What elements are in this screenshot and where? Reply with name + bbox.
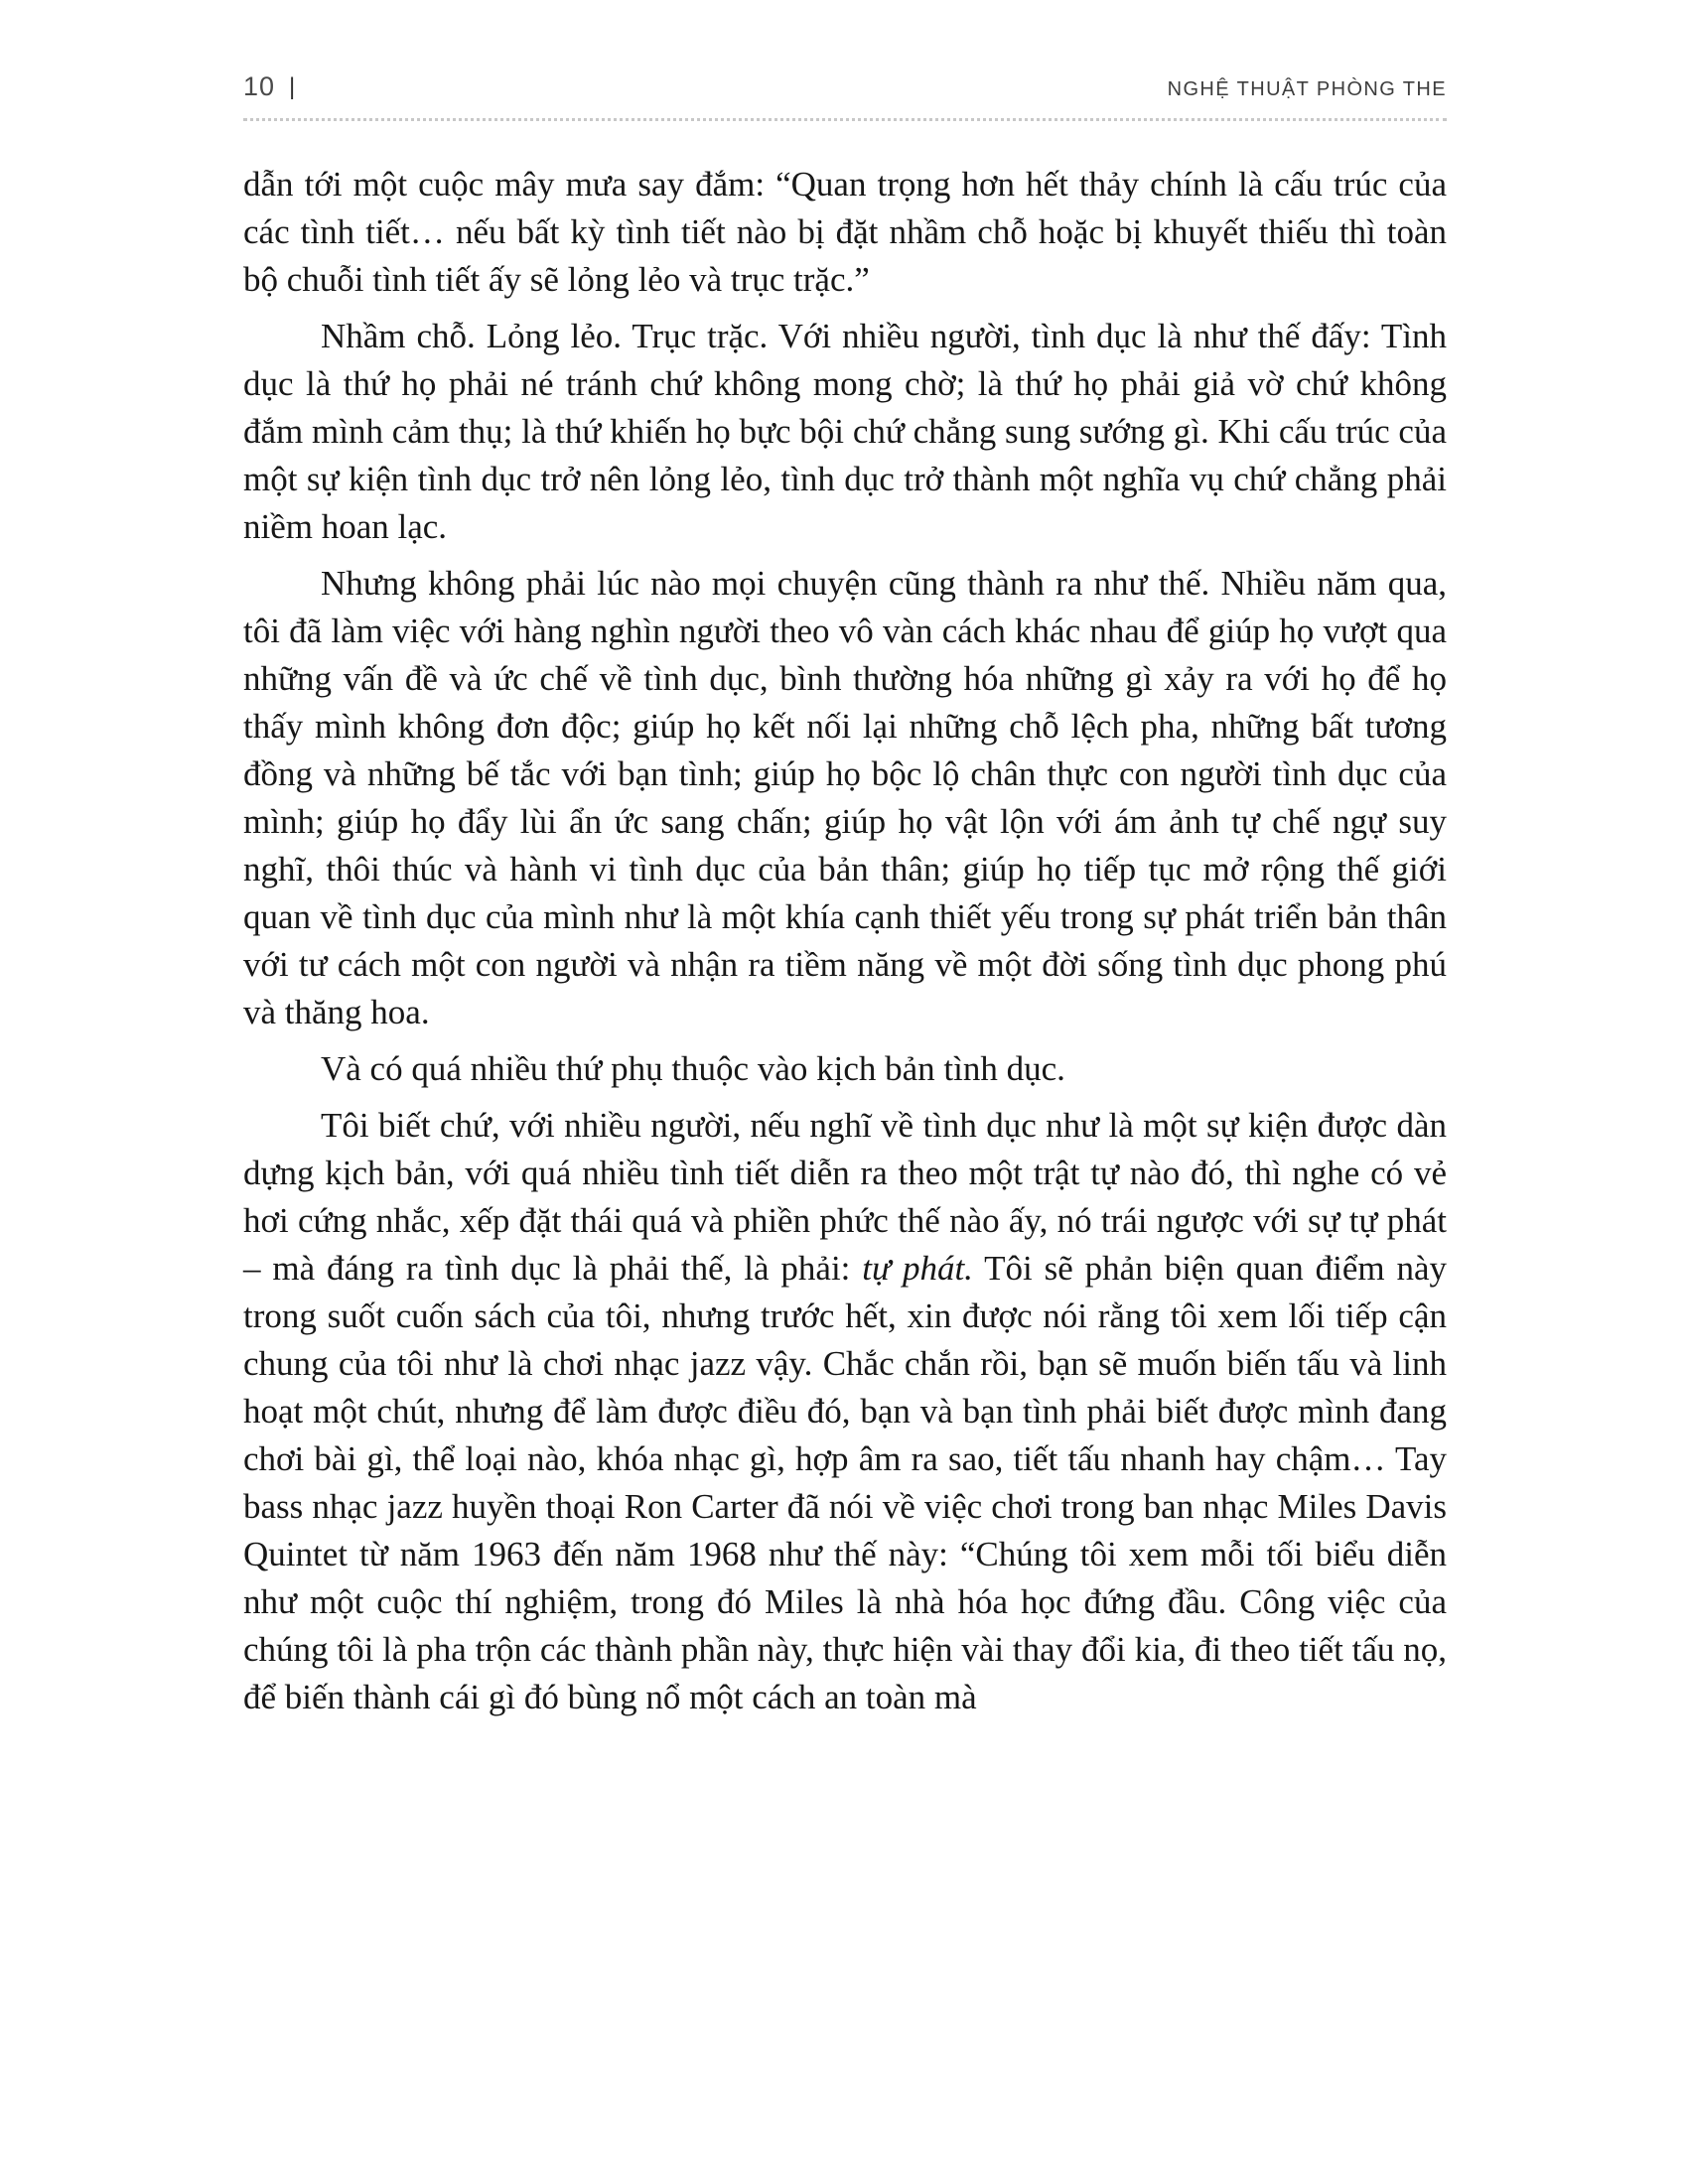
paragraph-continuation: dẫn tới một cuộc mây mưa say đắm: “Quan trọng hơn hết thảy chính là cấu trúc của các tình tiết… nếu bất kỳ tình tiết nào bị đặt nhầm chỗ hoặc bị khuyết thiếu thì toàn bộ chuỗi tình tiết ấy sẽ lỏng lẻo và trục trặc.” [243, 165, 1447, 299]
paragraph [243, 1102, 1447, 1721]
body-text [243, 161, 1447, 1721]
page-number-block [243, 71, 295, 102]
paragraph: Và có quá nhiều thứ phụ thuộc vào kịch bản tình dục. [321, 1049, 1065, 1088]
italic-phrase: tự phát. [862, 1249, 973, 1288]
page-content [243, 71, 1447, 1730]
paragraph-text: Tôi sẽ phản biện quan điểm này trong suốt cuốn sách của tôi, nhưng trước hết, xin được nói rằng tôi xem lối tiếp cận chung của tôi như là chơi nhạc jazz vậy. Chắc chắn rồi, bạn sẽ muốn biến tấu và linh hoạt một chút, nhưng để làm được điều đó, bạn và bạn tình phải biết được mình đang chơi bài gì, thể loại nào, khóa nhạc gì, hợp âm ra sao, tiết tấu nhanh hay chậm… Tay bass nhạc jazz huyền thoại Ron Carter đã nói về việc chơi trong ban nhạc Miles Davis Quintet từ năm 1963 đến năm 1968 như thế này: “Chúng tôi xem mỗi tối biểu diễn như một cuộc thí nghiệm, trong đó Miles là nhà hóa học đứng đầu. Công việc của chúng tôi là pha trộn các thành phần này, thực hiện vài thay đổi kia, đi theo tiết tấu nọ, để biến thành cái gì đó bùng nổ một cách an toàn mà [243, 1249, 1447, 1716]
page-number: 10 [243, 71, 276, 101]
paragraph: Nhầm chỗ. Lỏng lẻo. Trục trặc. Với nhiều người, tình dục là như thế đấy: Tình dục là thứ họ phải né tránh chứ không mong chờ; là thứ họ phải giả vờ chứ không đắm mình cảm thụ; là thứ khiến họ bực bội chứ chẳng sung sướng gì. Khi cấu trúc của một sự kiện tình dục trở nên lỏng lẻo, tình dục trở thành một nghĩa vụ chứ chẳng phải niềm hoan lạc. [243, 317, 1447, 546]
page-header [243, 71, 1447, 121]
paragraph: Nhưng không phải lúc nào mọi chuyện cũng thành ra như thế. Nhiều năm qua, tôi đã làm việc với hàng nghìn người theo vô vàn cách khác nhau để giúp họ vượt qua những vấn đề và ức chế về tình dục, bình thường hóa những gì xảy ra với họ để họ thấy mình không đơn độc; giúp họ kết nối lại những chỗ lệch pha, những bất tương đồng và những bế tắc với bạn tình; giúp họ bộc lộ chân thực con người tình dục của mình; giúp họ đẩy lùi ẩn ức sang chấn; giúp họ vật lộn với ám ảnh tự chế ngự suy nghĩ, thôi thúc và hành vi tình dục của bản thân; giúp họ tiếp tục mở rộng thế giới quan về tình dục của mình như là một khía cạnh thiết yếu trong sự phát triển bản thân với tư cách một con người và nhận ra tiềm năng về một đời sống tình dục phong phú và thăng hoa. [243, 564, 1447, 1031]
running-head-title: NGHỆ THUẬT PHÒNG THE [1167, 78, 1447, 100]
paragraph-text: Tôi biết chứ, với nhiều người, nếu nghĩ về tình dục như là một sự kiện được dàn dựng kịch bản, với quá nhiều tình tiết diễn ra theo một trật tự nào đó, thì nghe có vẻ hơi cứng nhắc, xếp đặt thái quá và phiền phức thế nào ấy, nó trái ngược với sự tự phát – mà đáng ra tình dục là phải thế, là phải: [243, 1106, 1447, 1288]
header-divider-bar: | [289, 73, 296, 100]
